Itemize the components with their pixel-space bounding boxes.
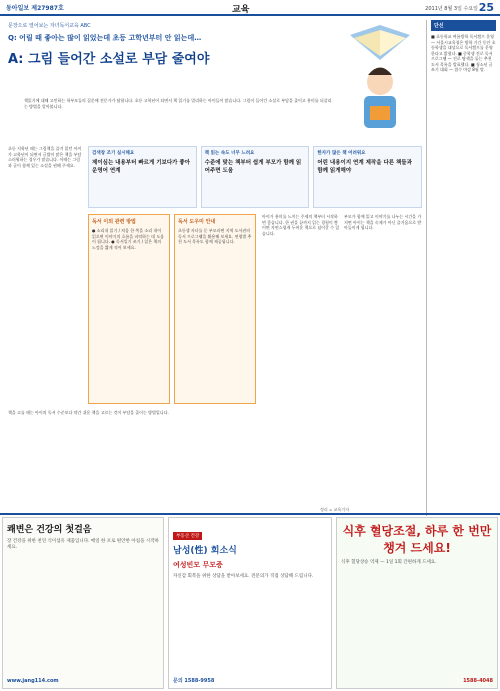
page-header (0, 0, 500, 16)
advertisement-3[interactable] (336, 517, 498, 689)
section-title: 교육 (232, 5, 250, 15)
ad-body: 식후 혈당상승 억제 — 1일 1회 간편하게 드세요. (341, 560, 437, 565)
qa-box-title: 책 읽는 속도 너무 느려요 (204, 151, 255, 156)
ad-headline: 쾌변은 건강의 첫걸음 (7, 525, 92, 535)
ad-body: 자신감 회복을 위한 상담을 받아보세요. 전문의가 직접 상담해 드립니다. (173, 574, 314, 579)
reading-illustration (340, 20, 420, 140)
ad-subheadline: 여성빈모 무모증 (173, 561, 223, 569)
ad-body: 장 건강을 위한 천연 식이섬유 제품입니다. 매일 한 포로 편안한 아침을 시작하세요. (7, 539, 159, 550)
ad-phone[interactable]: 1588-4048 (463, 678, 493, 684)
article-column-4: 책을 고를 때는 아이의 독서 수준보다 약간 쉬운 책을 고르는 것이 부담을 줄이는 방법입니다. (8, 410, 169, 415)
ad-phone[interactable]: 문의 1588-9958 (173, 678, 215, 684)
news-brief-sidebar (426, 20, 496, 516)
tip-box-body: 초등생 자녀를 둔 부모라면 지역 도서관의 독서 프로그램을 활용해 보세요. 연령별 추천 도서 목록도 함께 제공됩니다. (178, 228, 252, 244)
article-byline: 정리 = 교육기자 (320, 507, 350, 512)
qa-box-3 (313, 146, 422, 208)
ad-url[interactable]: www.jang114.com (7, 678, 59, 684)
ad-headline: 남성(性) 회소식 (173, 546, 237, 556)
qa-box-body: 제이심는 내용부터 빠르게 기보다가 좋아 운영어 연계 (92, 160, 190, 174)
article-column-2: 아이가 흥미를 느끼는 주제의 책부터 시작하면 좋습니다. 한 권을 끝까지 읽는 경험이 쌓이면 자연스럽게 두꺼운 책으로 넘어갈 수 있습니다. (262, 214, 340, 236)
ad-headline: 식후 혈당조절, 하루 한 번만 챙겨 드세요! (342, 524, 492, 555)
newspaper-masthead: 동아일보 제27987호 (6, 4, 64, 12)
qa-box-title: 한자가 많은 책 어려워요 (317, 151, 366, 156)
tip-box-2 (174, 214, 256, 404)
tip-box-1 (88, 214, 170, 404)
article-headline: A: 그림 들어간 소설로 부담 줄여야 (8, 52, 210, 67)
article-lead: 책읽기에 대해 고민하는 학부모들의 질문에 전문가가 답합니다. 초등 고학년이 되면서 책 읽기를 멀리하는 아이들이 많습니다. 그림이 들어간 소설로 부담을 줄이고 흥미를 되살리는 방법을 알아봅니다. (24, 98, 332, 109)
sidebar-body: ■ 초등학교 여름방학 독서캠프 운영 — 서울시교육청은 방학 기간 동안 초등학생을 대상으로 독서캠프를 운영한다고 밝혔다. ■ 중학생 진로 독서 프로그램 — 진로 탐색을 돕는 추천 도서 목록을 발표했다. ■ 청소년 글쓰기 대회 — 접수 마감 8월 말. (431, 34, 496, 72)
tip-box-title: 독서 도우미 안내 (178, 219, 216, 225)
qa-box-title: 검색창 조기 실시해요 (92, 151, 135, 156)
book-icon (370, 106, 390, 120)
article-question: Q: 어릴 때 좋아는 많이 읽었는데 초등 고학년부터 안 읽는데… (8, 34, 202, 42)
ad-tag: 부동산 건강 (173, 532, 202, 540)
article-column-3: 부모가 함께 읽고 이야기를 나누는 시간을 가지면 아이는 책을 숙제가 아닌 즐거움으로 받아들이게 됩니다. (344, 214, 422, 230)
qa-box-2 (201, 146, 310, 208)
article-column-1: 초등 저학년 때는 그림책을 즐겨 읽던 아이가 고학년이 되면서 글밥이 많은 책을 부담스러워하는 경우가 많습니다. 이때는 그림과 글이 함께 있는 소설을 권해 주세요. (8, 146, 82, 168)
advertisement-2[interactable] (168, 517, 332, 689)
page-number: 25 (478, 1, 494, 14)
qa-box-body: 수준에 맞는 책부터 쉽게 부모가 함께 읽어주면 도움 (204, 160, 302, 174)
tip-box-title: 독서 이외 관련 방법 (92, 219, 136, 225)
qa-boxes (88, 146, 422, 208)
qa-box-1 (88, 146, 197, 208)
advertisement-1[interactable] (2, 517, 164, 689)
ad-divider (0, 513, 500, 515)
issue-date: 2011년 8월 3일 수요일 (425, 6, 478, 12)
qa-box-body: 어린 내용이지 연계 제작을 다른 책들과 함께 읽게해야 (317, 160, 412, 174)
sidebar-title: 단신 (431, 20, 496, 31)
tip-box-body: ● 소리내 읽기 / 처음 한 쪽을 소리 내어 읽으면 이야기의 흐름을 파악하는 데 도움이 됩니다. ● 독서일기 쓰기 / 읽은 책의 느낌을 짧게 적어 보세요. (92, 228, 165, 250)
article-kicker: 문장으로 열어보는 자녀독서교육 ABC (8, 23, 91, 29)
